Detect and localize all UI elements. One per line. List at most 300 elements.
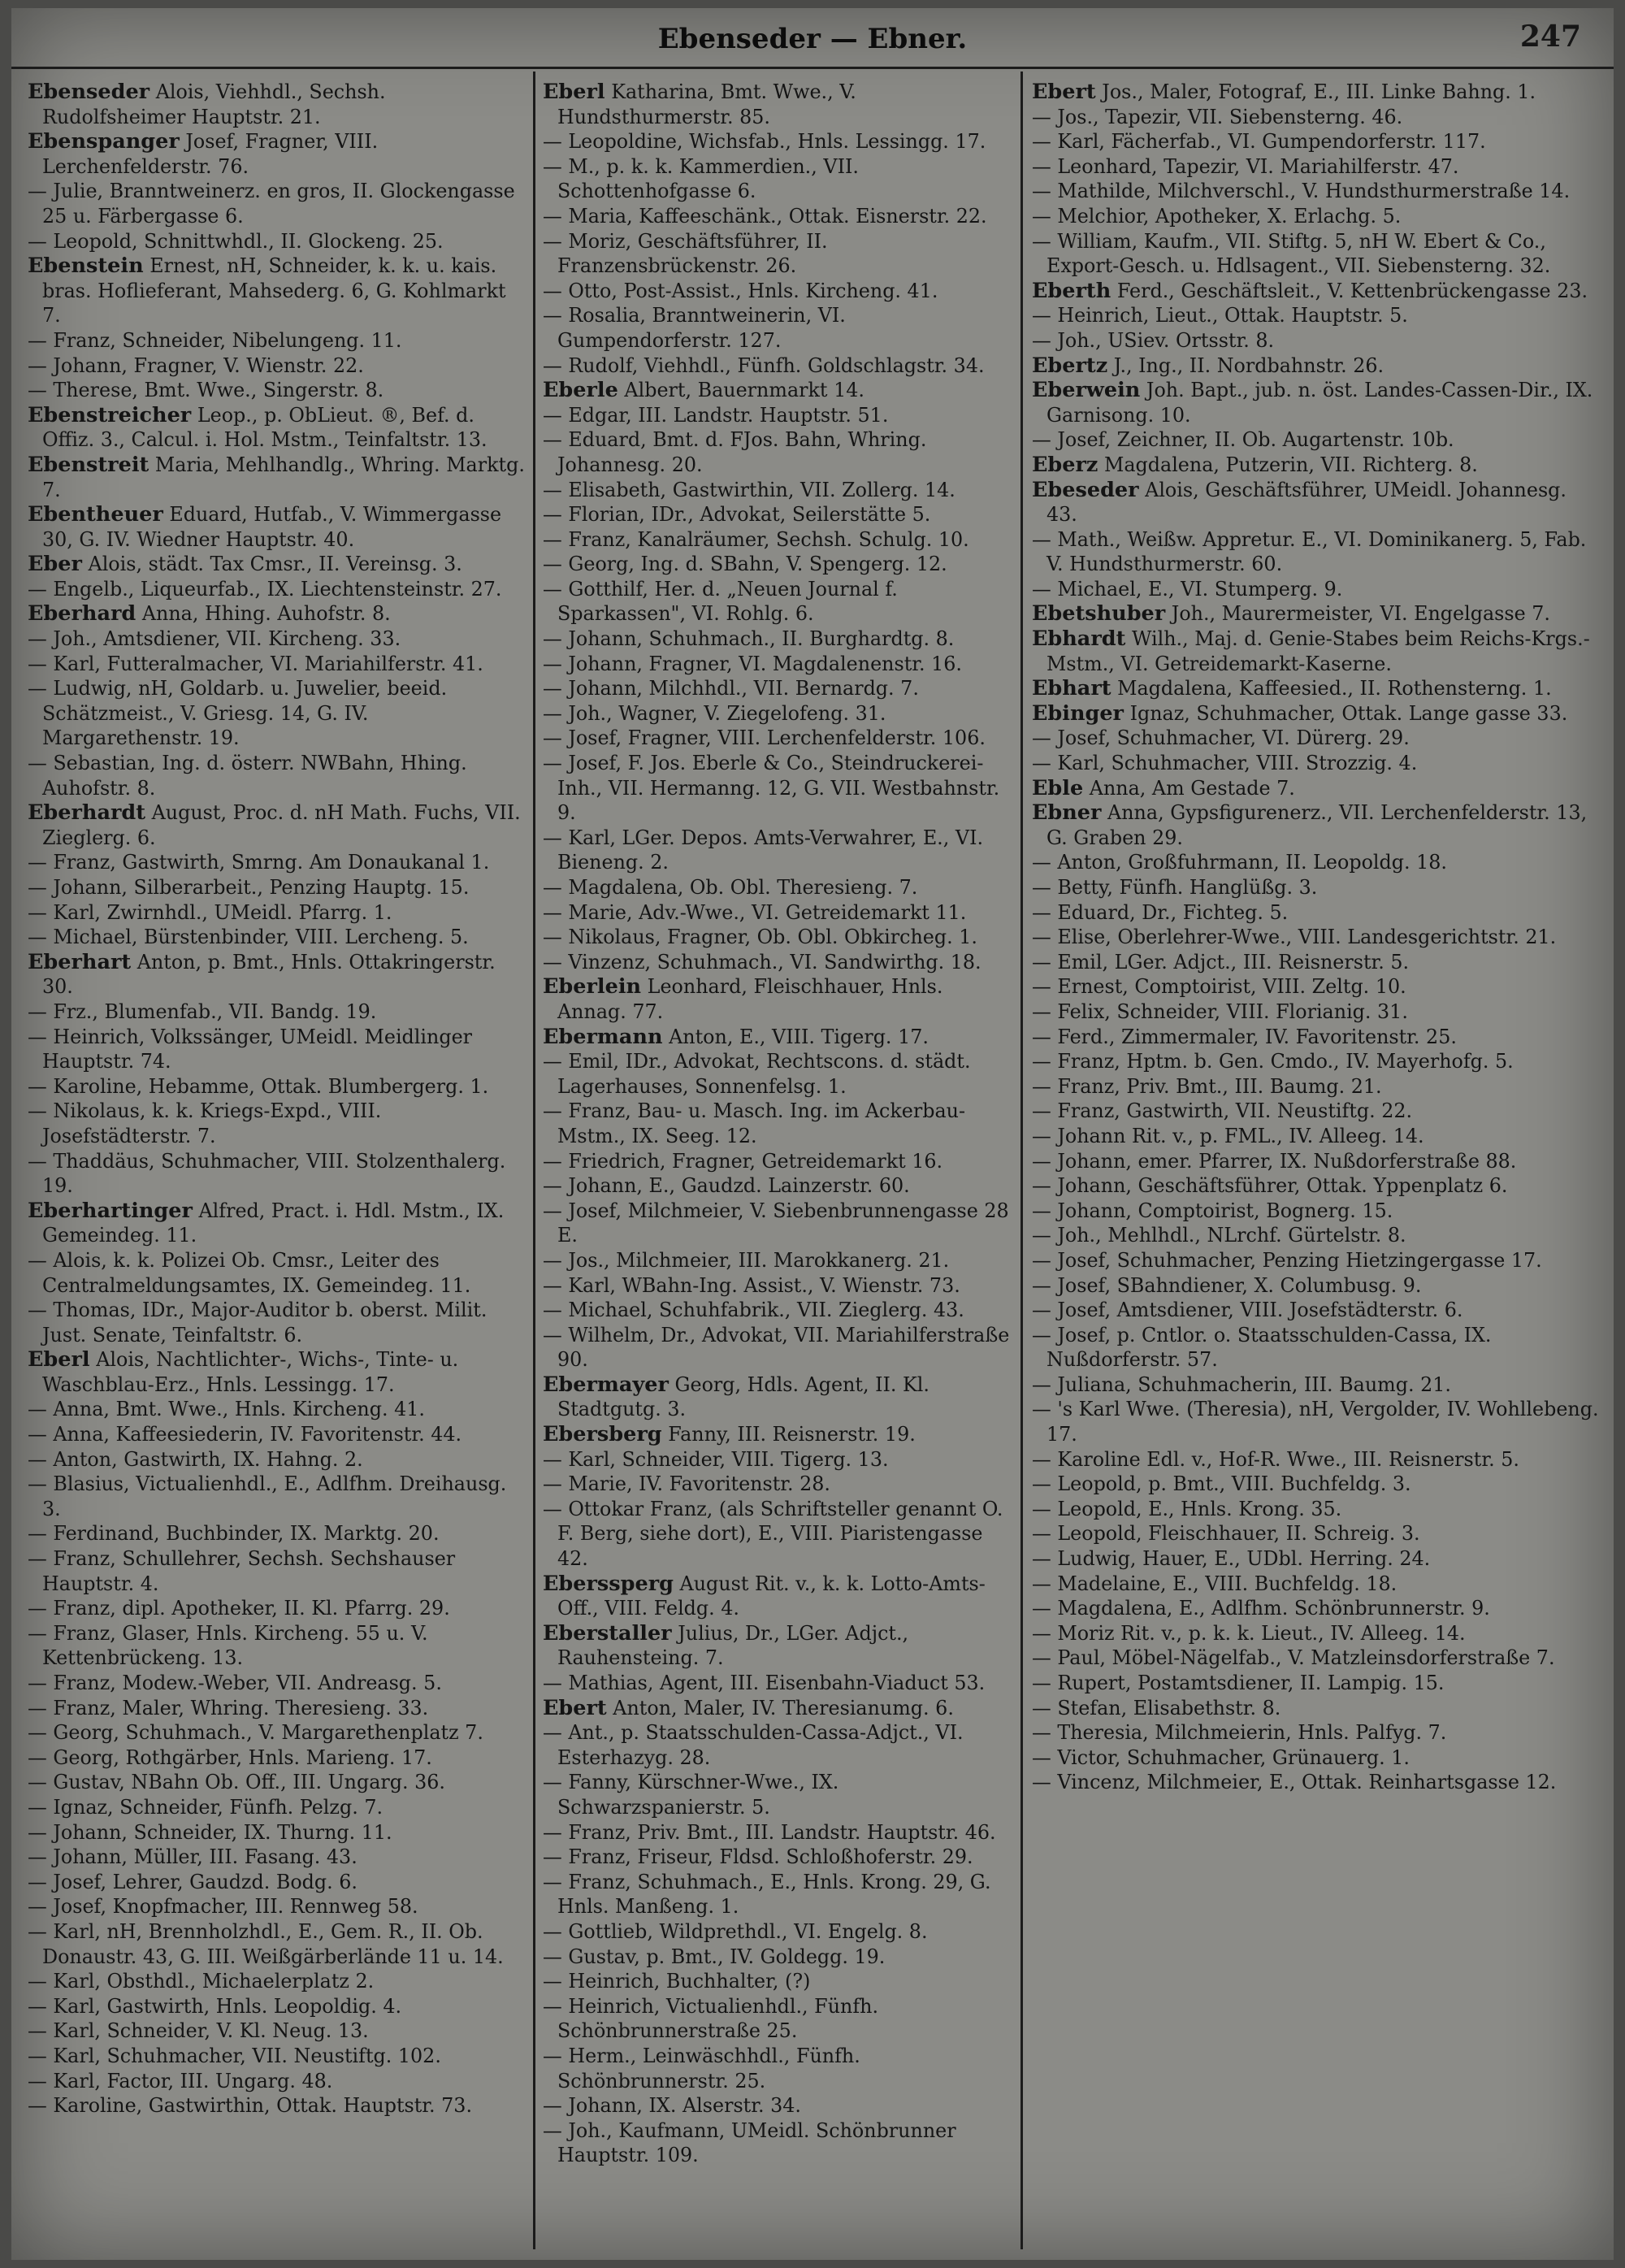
entry-details: Wilh., Maj. d. Genie-Stabes beim Reichs-Krgs.-Mstm., VI. Getreidemarkt-Kaserne.: [1046, 627, 1590, 675]
entry-details: — Leonhard, Tapezir, VI. Mariahilferstr. 47.: [1032, 154, 1459, 178]
entry-details: — Johann, Geschäftsführer, Ottak. Yppenplatz 6.: [1032, 1174, 1508, 1198]
directory-entry: [1032, 229, 1601, 279]
entry-details: — Georg, Rothgärber, Hnls. Marieng. 17.: [28, 1745, 432, 1769]
entry-details: — Johann, E., Gaudzd. Lainzerstr. 60.: [543, 1174, 910, 1198]
directory-entry: [1032, 80, 1601, 105]
entry-details: Julius, Dr., LGer. Adjct., Rauhensteing. 7.: [557, 1621, 909, 1670]
directory-entry: [28, 1894, 525, 1919]
entry-details: — Franz, Schuhmach., E., Hnls. Krong. 29, G. Hnls. Manßeng. 1.: [543, 1870, 991, 1919]
directory-entry: [28, 328, 525, 353]
entry-details: — Elisabeth, Gastwirthin, VII. Zollerg. 14.: [543, 478, 956, 501]
directory-entry: [28, 1074, 525, 1099]
directory-entry: [543, 1273, 1014, 1299]
entry-details: — Leopold, Schnittwhdl., II. Glockeng. 25.: [28, 229, 444, 253]
entry-details: — Johann, Müller, III. Fasang. 43.: [28, 1845, 358, 1869]
entry-details: — Karl, Schneider, VIII. Tigerg. 13.: [543, 1447, 889, 1471]
entry-details: — Josef, Knopfmacher, III. Rennweg 58.: [28, 1895, 418, 1919]
directory-entry: [543, 1671, 1014, 1696]
directory-entry: [1032, 1472, 1601, 1497]
entry-details: — Franz, Maler, Whring. Theresieng. 33.: [28, 1696, 429, 1719]
directory-entry: [1032, 950, 1601, 975]
directory-entry: [1032, 204, 1601, 229]
entry-details: — Melchior, Apotheker, X. Erlachg. 5.: [1032, 204, 1402, 228]
entry-details: — Felix, Schneider, VIII. Florianig. 31.: [1032, 1000, 1408, 1023]
entry-details: — Stefan, Elisabethstr. 8.: [1032, 1696, 1281, 1719]
entry-details: — Ernest, Comptoirist, VIII. Zeltg. 10.: [1032, 975, 1406, 999]
entry-details: — Karl, Futteralmacher, VI. Mariahilferstr. 41.: [28, 652, 483, 675]
entry-details: — Marie, Adv.-Wwe., VI. Getreidemarkt 11.: [543, 900, 967, 924]
entry-details: Georg, Hdls. Agent, II. Kl. Stadtgutg. 3.: [557, 1373, 930, 1421]
entry-details: — Vinzenz, Schuhmach., VI. Sandwirthg. 18.: [543, 950, 982, 974]
directory-entry: [28, 601, 525, 627]
entry-surname: Eberlein: [543, 974, 642, 1000]
entry-details: — Karl, Obsthdl., Michaelerplatz 2.: [28, 1970, 375, 1993]
directory-entry: [28, 1472, 525, 1521]
entry-details: — Karoline Edl. v., Hof-R. Wwe., III. Reisnerstr. 5.: [1032, 1447, 1519, 1471]
directory-entry: [1032, 726, 1601, 751]
directory-entry: [28, 1025, 525, 1074]
directory-entry: [28, 353, 525, 379]
entry-details: — Michael, E., VI. Stumperg. 9.: [1032, 577, 1343, 601]
directory-entry: [543, 2044, 1014, 2093]
directory-entry: [1032, 1696, 1601, 1721]
entry-details: — Josef, Fragner, VIII. Lerchenfelderstr. 106.: [543, 726, 986, 750]
directory-entry: [1032, 1373, 1601, 1398]
entry-details: — Franz, Gastwirth, VII. Neustiftg. 22.: [1032, 1099, 1413, 1123]
entry-details: August, Proc. d. nH Math. Fuchs, VII. Zieglerg. 6.: [42, 801, 521, 849]
directory-entry: [28, 254, 525, 328]
directory-entry: [28, 1149, 525, 1199]
entry-details: — Josef, Milchmeier, V. Siebenbrunnengasse 28 E.: [543, 1199, 1009, 1247]
entry-details: — Anton, Großfuhrmann, II. Leopoldg. 18.: [1032, 851, 1447, 874]
directory-entry: [1032, 1720, 1601, 1745]
entry-surname: Ebhart: [1032, 676, 1112, 701]
directory-entry: [1032, 105, 1601, 130]
directory-entry: [543, 1447, 1014, 1472]
directory-entry: [543, 1149, 1014, 1174]
entry-surname: Eberstaller: [543, 1620, 672, 1646]
directory-entry: [543, 1820, 1014, 1845]
directory-entry: [1032, 154, 1601, 180]
entry-details: — Vincenz, Milchmeier, E., Ottak. Reinhartsgasse 12.: [1032, 1771, 1557, 1794]
directory-entry: [1032, 1199, 1601, 1224]
directory-entry: [543, 1969, 1014, 1994]
entry-details: — Joh., Wagner, V. Ziegelofeng. 31.: [543, 701, 886, 725]
entry-details: Alois, Nachtlichter-, Wichs-, Tinte- u. Waschblau-Erz., Hnls. Lessingg. 17.: [42, 1348, 459, 1396]
entry-surname: Eberl: [543, 80, 605, 104]
directory-entry: [543, 974, 1014, 1024]
entry-surname: Eberhartinger: [28, 1198, 193, 1223]
directory-entry: [543, 204, 1014, 229]
entry-details: Jos., Maler, Fotograf, E., III. Linke Bahng. 1.: [1102, 80, 1536, 103]
entry-details: August Rit. v., k. k. Lotto-Amts-Off., VIII. Feldg. 4.: [557, 1572, 986, 1620]
entry-details: — Josef, Schuhmacher, Penzing Hietzingergasse 17.: [1032, 1248, 1542, 1272]
entry-surname: Eberhard: [28, 601, 136, 627]
entry-details: Maria, Mehlhandlg., Whring. Marktg. 7.: [42, 453, 525, 501]
entry-details: — Leopold, p. Bmt., VIII. Buchfeldg. 3.: [1032, 1472, 1411, 1496]
entry-details: — Johann, Silberarbeit., Penzing Hauptg. 15.: [28, 876, 470, 899]
entry-details: — Franz, Glaser, Hnls. Kircheng. 55 u. V. Kettenbrückeng. 13.: [28, 1621, 428, 1670]
entry-details: — Thaddäus, Schuhmacher, VIII. Stolzenthalerg. 19.: [28, 1149, 506, 1198]
entry-details: — Franz, Friseur, Fldsd. Schloßhoferstr. 29.: [543, 1845, 973, 1869]
directory-entry: [28, 2069, 525, 2094]
entry-details: — Josef, Zeichner, II. Ob. Augartenstr. 10b.: [1032, 428, 1454, 452]
entry-details: — Sebastian, Ing. d. österr. NWBahn, Hhing. Auhofstr. 8.: [28, 752, 467, 800]
directory-entry: [1032, 1074, 1601, 1099]
entry-surname: Ebenstreit: [28, 452, 150, 477]
entry-details: — Johann, Fragner, VI. Magdalenenstr. 16.: [543, 652, 962, 675]
entry-details: — Mathias, Agent, III. Eisenbahn-Viaduct 53.: [543, 1672, 986, 1694]
entry-details: — Franz, Schullehrer, Sechsh. Sechshauser Hauptstr. 4.: [28, 1547, 456, 1595]
entry-details: — Mathilde, Milchverschl., V. Hundsthurmerstraße 14.: [1032, 180, 1571, 203]
entry-surname: Eberl: [28, 1347, 90, 1373]
directory-entry: [28, 2019, 525, 2044]
directory-entry: [543, 1845, 1014, 1870]
directory-entry: [543, 427, 1014, 477]
entry-details: — Magdalena, E., Adlfhm. Schönbrunnerstr. 9.: [1032, 1597, 1490, 1620]
directory-entry: [28, 1994, 525, 2019]
directory-entry: [28, 2044, 525, 2069]
entry-details: — Georg, Ing. d. SBahn, V. Spengerg. 12.: [543, 553, 947, 576]
directory-entry: [28, 1621, 525, 1671]
entry-details: Anna, Am Gestade 7.: [1089, 776, 1295, 800]
entry-surname: Ebermayer: [543, 1372, 669, 1397]
entry-details: — Franz, Kanalräumer, Sechsh. Schulg. 10.: [543, 527, 969, 551]
entry-details: — Rupert, Postamtsdiener, II. Lampig. 15.: [1032, 1672, 1445, 1694]
entry-surname: Ebersberg: [543, 1422, 662, 1447]
entry-details: Fanny, III. Reisnerstr. 19.: [668, 1423, 916, 1446]
entry-details: — Engelb., Liqueurfab., IX. Liechtensteinstr. 27.: [28, 577, 502, 601]
directory-entry: [1032, 279, 1601, 304]
directory-entry: [543, 826, 1014, 875]
entry-details: — Johann, emer. Pfarrer, IX. Nußdorferstraße 88.: [1032, 1149, 1517, 1173]
entry-surname: Ebenseder: [28, 80, 150, 104]
directory-entry: [543, 676, 1014, 701]
directory-entry: [1032, 1273, 1601, 1299]
directory-entry: [1032, 1124, 1601, 1149]
entry-details: — Leopoldine, Wichsfab., Hnls. Lessingg. 17.: [543, 130, 986, 154]
entry-details: — Therese, Bmt. Wwe., Singerstr. 8.: [28, 379, 384, 402]
entry-details: — Leopold, Fleischhauer, II. Schreig. 3.: [1032, 1522, 1420, 1546]
entry-details: — Karl, Schuhmacher, VII. Neustiftg. 102.: [28, 2044, 441, 2067]
directory-entry: [28, 1422, 525, 1447]
entry-details: — Franz, Modew.-Weber, VII. Andreasg. 5.: [28, 1672, 442, 1694]
entry-details: — Johann, Schneider, IX. Thurng. 11.: [28, 1820, 392, 1844]
directory-entry: [28, 751, 525, 800]
directory-entry: [543, 1049, 1014, 1099]
entry-details: Anton, Maler, IV. Theresianumg. 6.: [613, 1696, 954, 1719]
entry-details: — Friedrich, Fragner, Getreidemarkt 16.: [543, 1149, 943, 1173]
directory-entry: [543, 701, 1014, 726]
directory-entry: [1032, 875, 1601, 900]
entry-details: — Maria, Kaffeeschänk., Ottak. Eisnerstr. 22.: [543, 204, 987, 228]
directory-entry: [1032, 129, 1601, 154]
entry-details: — Karoline, Gastwirthin, Ottak. Hauptstr. 73.: [28, 2094, 473, 2118]
directory-entry: [28, 1820, 525, 1845]
directory-entry: [1032, 850, 1601, 875]
directory-entry: [28, 1919, 525, 1969]
entry-surname: Eber: [28, 552, 82, 577]
entry-details: — Math., Weißw. Appretur. E., VI. Dominikanerg. 5, Fab. V. Hundsthurmerstr. 60.: [1032, 527, 1587, 576]
directory-entry: [28, 1099, 525, 1148]
entry-details: — Paul, Möbel-Nägelfab., V. Matzleinsdorferstraße 7.: [1032, 1646, 1555, 1670]
directory-entry: [1032, 427, 1601, 453]
directory-entry: [28, 950, 525, 1000]
entry-details: — Georg, Schuhmach., V. Margarethenplatz 7.: [28, 1721, 483, 1745]
directory-entry: [543, 1422, 1014, 1447]
entry-details: — Anna, Bmt. Wwe., Hnls. Kircheng. 41.: [28, 1398, 425, 1421]
entry-surname: Ebinger: [1032, 700, 1124, 726]
entry-details: Magdalena, Putzerin, VII. Richterg. 8.: [1103, 453, 1478, 476]
entry-details: — Rosalia, Branntweinerin, VI. Gumpendorferstr. 127.: [543, 304, 846, 352]
entry-details: Eduard, Hutfab., V. Wimmergasse 30, G. IV. Wiedner Hauptstr. 40.: [42, 503, 502, 551]
entry-surname: Ebert: [1032, 80, 1096, 104]
directory-entry: [543, 2118, 1014, 2168]
directory-entry: [543, 1621, 1014, 1671]
entry-details: — Karl, Fächerfab., VI. Gumpendorferstr. 117.: [1032, 130, 1486, 154]
directory-entry: [543, 353, 1014, 379]
entry-surname: Eberwein: [1032, 378, 1141, 403]
entry-details: — Ant., p. Staatsschulden-Cassa-Adjct., VI. Esterhazyg. 28.: [543, 1721, 964, 1769]
entry-details: — Karl, Factor, III. Ungarg. 48.: [28, 2069, 333, 2092]
directory-entry: [1032, 1149, 1601, 1174]
directory-entry: [1032, 303, 1601, 328]
entry-details: — Joh., Amtsdiener, VII. Kircheng. 33.: [28, 627, 401, 651]
directory-entry: [1032, 925, 1601, 950]
entry-surname: Ebetshuber: [1032, 601, 1166, 627]
directory-entry: [1032, 601, 1601, 627]
directory-entry: [1032, 1000, 1601, 1025]
directory-entry: [543, 1472, 1014, 1497]
directory-entry: [1032, 1521, 1601, 1546]
directory-entry: [543, 1025, 1014, 1050]
entry-details: — Emil, IDr., Advokat, Rechtscons. d. städt. Lagerhauses, Sonnenfelsg. 1.: [543, 1050, 971, 1098]
directory-entry: [543, 1199, 1014, 1248]
directory-entry: [28, 453, 525, 502]
entry-surname: Ebentheuer: [28, 502, 163, 527]
directory-entry: [543, 1994, 1014, 2044]
entry-details: — Julie, Branntweinerz. en gros, II. Glockengasse 25 u. Färbergasse 6.: [28, 180, 515, 228]
entry-details: Joh., Maurermeister, VI. Engelgasse 7.: [1171, 602, 1550, 626]
directory-entry: [28, 925, 525, 950]
directory-entry: [543, 1173, 1014, 1199]
entry-details: — Gottlieb, Wildprethdl., VI. Engelg. 8.: [543, 1919, 928, 1943]
entry-details: — Anton, Gastwirth, IX. Hahng. 2.: [28, 1447, 363, 1471]
entry-details: — Karl, WBahn-Ing. Assist., V. Wienstr. 73.: [543, 1273, 960, 1297]
directory-entry: [543, 552, 1014, 577]
entry-details: — Leopold, E., Hnls. Krong. 35.: [1032, 1497, 1342, 1520]
entry-surname: Ebertz: [1032, 353, 1108, 378]
entry-details: — Franz, Priv. Bmt., III. Landstr. Hauptstr. 46.: [543, 1820, 996, 1844]
column-divider-1: [533, 72, 535, 2249]
directory-entry: [543, 1770, 1014, 1819]
entry-details: — Florian, IDr., Advokat, Seilerstätte 5.: [543, 503, 931, 527]
entry-details: — Joh., Kaufmann, UMeidl. Schönbrunner Hauptstr. 109.: [543, 2118, 956, 2167]
directory-entry: [1032, 1497, 1601, 1522]
directory-entry: [543, 502, 1014, 527]
directory-entry: [543, 726, 1014, 751]
directory-entry: [28, 1000, 525, 1025]
entry-details: — Nikolaus, Fragner, Ob. Obl. Obkircheg. 1.: [543, 926, 977, 949]
directory-entry: [543, 1298, 1014, 1323]
entry-details: — Josef, Lehrer, Gaudzd. Bodg. 6.: [28, 1870, 358, 1893]
directory-entry: [543, 925, 1014, 950]
directory-entry: [1032, 1323, 1601, 1373]
entry-details: — Emil, LGer. Adjct., III. Reisnerstr. 5.: [1032, 950, 1410, 974]
directory-entry: [543, 1945, 1014, 1970]
entry-details: — Michael, Schuhfabrik., VII. Zieglerg. 43.: [543, 1299, 964, 1322]
entry-surname: Eberssperg: [543, 1571, 674, 1596]
directory-entry: [543, 900, 1014, 926]
page-header: [11, 15, 1614, 72]
entry-details: — Jos., Tapezir, VII. Siebensterng. 46.: [1032, 105, 1403, 128]
entry-details: Josef, Fragner, VIII. Lerchenfelderstr. 76.: [42, 130, 379, 178]
directory-entry: [1032, 751, 1601, 776]
directory-entry: [28, 1521, 525, 1546]
entry-details: — Karoline, Hebamme, Ottak. Blumbergerg. 1.: [28, 1074, 489, 1098]
entry-surname: Ebner: [1032, 800, 1102, 826]
entry-details: Alois, Geschäftsführer, UMeidl. Johannesg. 43.: [1046, 478, 1566, 527]
directory-entry: [543, 378, 1014, 403]
entry-details: — Franz, dipl. Apotheker, II. Kl. Pfarrg. 29.: [28, 1597, 450, 1620]
entry-details: — Karl, Schneider, V. Kl. Neug. 13.: [28, 2019, 369, 2043]
directory-entry: [28, 229, 525, 254]
entry-details: — Otto, Post-Assist., Hnls. Kircheng. 41.: [543, 279, 938, 302]
entry-details: — Josef, SBahndiener, X. Columbusg. 9.: [1032, 1273, 1422, 1297]
directory-entry: [1032, 1173, 1601, 1199]
entry-details: — Josef, p. Cntlor. o. Staatsschulden-Cassa, IX. Nußdorferstr. 57.: [1032, 1323, 1492, 1372]
directory-entry: [28, 1248, 525, 1298]
entry-details: Ignaz, Schuhmacher, Ottak. Lange gasse 33.: [1129, 701, 1568, 725]
entry-surname: Ebenstreicher: [28, 402, 192, 427]
directory-entry: [1032, 1572, 1601, 1597]
directory-entry: [543, 1099, 1014, 1148]
directory-entry: [1032, 478, 1601, 527]
directory-entry: [28, 129, 525, 179]
entry-details: — Heinrich, Buchhalter, (?): [543, 1970, 811, 1993]
directory-entry: [1032, 1770, 1601, 1795]
entry-details: — Edgar, III. Landstr. Hauptstr. 51.: [543, 403, 889, 427]
directory-entry: [543, 950, 1014, 975]
entry-details: Alfred, Pract. i. Hdl. Mstm., IX. Gemeindeg. 11.: [42, 1199, 505, 1247]
directory-entry: [1032, 353, 1601, 379]
directory-entry: [28, 1199, 525, 1248]
entry-details: Albert, Bauernmarkt 14.: [624, 379, 864, 402]
entry-details: — Josef, F. Jos. Eberle & Co., Steindruckerei-Inh., VII. Hermanng. 12, G. VII. Westbahnstr. 9.: [543, 752, 1000, 825]
directory-page: [11, 8, 1614, 2260]
entry-details: — Madelaine, E., VIII. Buchfeldg. 18.: [1032, 1572, 1398, 1595]
directory-entry: [1032, 1025, 1601, 1050]
directory-entry: [28, 875, 525, 900]
entry-details: — Ferd., Zimmermaler, IV. Favoritenstr. 25.: [1032, 1025, 1457, 1048]
directory-entry: [543, 1696, 1014, 1721]
entry-surname: Eberhardt: [28, 800, 146, 826]
directory-entry: [1032, 1298, 1601, 1323]
entry-details: — Joh., USiev. Ortsstr. 8.: [1032, 328, 1275, 352]
directory-entry: [1032, 1671, 1601, 1696]
entry-details: — Magdalena, Ob. Obl. Theresieng. 7.: [543, 876, 918, 899]
directory-entry: [543, 1572, 1014, 1621]
entry-details: — Moriz, Geschäftsführer, II. Franzensbrückenstr. 26.: [543, 229, 828, 278]
entry-details: Magdalena, Kaffeesied., II. Rothensterng. 1.: [1117, 677, 1552, 700]
entry-details: — Michael, Bürstenbinder, VIII. Lercheng. 5.: [28, 926, 469, 949]
directory-entry: [28, 1969, 525, 1994]
entry-details: — Franz, Hptm. b. Gen. Cmdo., IV. Mayerhofg. 5.: [1032, 1050, 1514, 1073]
directory-entry: [543, 279, 1014, 304]
entry-details: — Johann, Milchhdl., VII. Bernardg. 7.: [543, 677, 919, 700]
entry-details: — William, Kaufm., VII. Stiftg. 5, nH W. Ebert & Co., Export-Gesch. u. Hdlsagent., VII. Siebensterng. 32.: [1032, 229, 1551, 278]
entry-details: Anton, E., VIII. Tigerg. 17.: [669, 1025, 929, 1048]
directory-entry: [543, 129, 1014, 154]
entry-details: — Johann Rit. v., p. FML., IV. Alleeg. 14.: [1032, 1124, 1424, 1147]
directory-entry: [1032, 1646, 1601, 1671]
entry-details: — Eduard, Dr., Fichteg. 5.: [1032, 900, 1289, 924]
entry-details: — Frz., Blumenfab., VII. Bandg. 19.: [28, 1000, 377, 1023]
entry-surname: Ebert: [543, 1695, 607, 1720]
directory-entry: [543, 303, 1014, 353]
entry-details: — Thomas, IDr., Major-Auditor b. oberst. Milit. Just. Senate, Teinfaltstr. 6.: [28, 1299, 488, 1346]
entry-details: — Herm., Leinwäschhdl., Fünfh. Schönbrunnerstr. 25.: [543, 2044, 860, 2092]
entry-details: — Karl, Schuhmacher, VIII. Strozzig. 4.: [1032, 752, 1418, 775]
directory-entry: [543, 478, 1014, 503]
entry-details: — Karl, Gastwirth, Hnls. Leopoldig. 4.: [28, 1994, 402, 2018]
entry-details: — Fanny, Kürschner-Wwe., IX. Schwarzspanierstr. 5.: [543, 1771, 839, 1819]
directory-entry: [28, 1720, 525, 1745]
entry-surname: Ebermann: [543, 1024, 663, 1049]
directory-entry: [1032, 1099, 1601, 1124]
entry-surname: Ebhardt: [1032, 627, 1126, 652]
entry-details: — Ottokar Franz, (als Schriftsteller genannt O. F. Berg, siehe dort), E., VIII. Piaristengasse 42.: [543, 1497, 1003, 1571]
entry-details: — Ludwig, nH, Goldarb. u. Juwelier, beeid. Schätzmeist., V. Griesg. 14, G. IV. Margarethenstr. 19.: [28, 677, 448, 750]
directory-entry: [543, 1720, 1014, 1770]
directory-entry: [28, 652, 525, 677]
entry-details: — Elise, Oberlehrer-Wwe., VIII. Landesgerichtstr. 21.: [1032, 926, 1557, 949]
directory-entry: [28, 1397, 525, 1422]
directory-entry: [1032, 179, 1601, 204]
entry-details: — Juliana, Schuhmacherin, III. Baumg. 21.: [1032, 1373, 1451, 1396]
directory-entry: [1032, 1546, 1601, 1572]
entry-details: Anna, Gypsfigurenerz., VII. Lerchenfelderstr. 13, G. Graben 29.: [1046, 801, 1588, 849]
directory-entry: [28, 1845, 525, 1870]
directory-entry: [1032, 527, 1601, 577]
entry-surname: Ebenspanger: [28, 129, 180, 154]
directory-entry: [1032, 328, 1601, 353]
entry-details: — Franz, Schneider, Nibelungeng. 11.: [28, 328, 402, 352]
directory-entry: [1032, 974, 1601, 1000]
entry-details: — Johann, Schuhmach., II. Burghardtg. 8.: [543, 627, 955, 651]
directory-entry: [28, 1298, 525, 1347]
column-1: [28, 80, 525, 2249]
directory-entry: [543, 627, 1014, 652]
entry-details: Anton, p. Bmt., Hnls. Ottakringerstr. 30.: [42, 950, 496, 999]
directory-entry: [543, 1373, 1014, 1422]
entry-details: — Alois, k. k. Polizei Ob. Cmsr., Leiter des Centralmeldungsamtes, IX. Gemeindeg. 11.: [28, 1248, 471, 1297]
entry-surname: Eberle: [543, 378, 618, 403]
entry-surname: Eberz: [1032, 452, 1098, 477]
entry-details: — Karl, nH, Brennholzhdl., E., Gem. R., II. Ob. Donaustr. 43, G. III. Weißgärberlände 11 u. 14.: [28, 1919, 504, 1968]
column-3: [1032, 80, 1601, 2249]
directory-entry: [28, 800, 525, 850]
entry-details: — Victor, Schuhmacher, Grünauerg. 1.: [1032, 1745, 1410, 1769]
directory-entry: [1032, 1223, 1601, 1248]
directory-entry: [28, 627, 525, 652]
directory-entry: [543, 1919, 1014, 1945]
entry-details: Alois, städt. Tax Cmsr., II. Vereinsg. 3.: [88, 553, 462, 576]
directory-entry: [28, 403, 525, 453]
entry-details: — 's Karl Wwe. (Theresia), nH, Vergolder, IV. Wohllebeng. 17.: [1032, 1398, 1599, 1446]
directory-entry: [1032, 676, 1601, 701]
directory-entry: [28, 80, 525, 129]
